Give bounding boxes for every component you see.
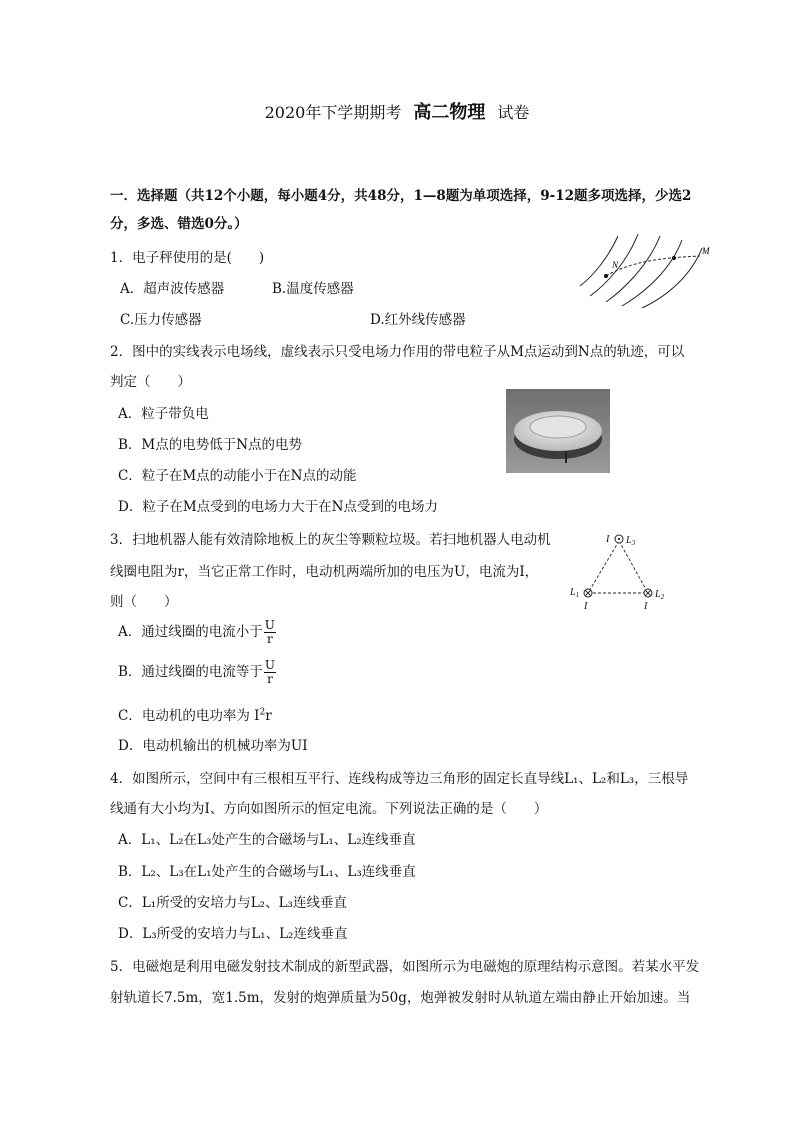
label-i-left: I	[584, 601, 588, 612]
label-l2	[654, 589, 665, 601]
vacuum-lid	[530, 416, 586, 438]
field-line	[642, 248, 702, 308]
q1-option-b: B.温度传感器	[272, 281, 354, 297]
q3-option-b-text: B．通过线圈的电流等于	[118, 664, 263, 680]
q3-stem-line2: 线圈电阻为r，当它正常工作时，电动机两端所加的电压为U，电流为I，	[110, 564, 539, 580]
q3-option-c-exponent: 2	[259, 707, 266, 718]
wire-l3-dot	[618, 538, 620, 540]
fraction-numerator: U	[264, 618, 275, 632]
fraction-denominator: r	[267, 672, 273, 686]
q4-option-a: A．L₁、L₂在L₃处产生的合磁场与L₁、L₂连线垂直	[118, 832, 416, 848]
q3-option-d: D．电动机输出的机械功率为UI	[118, 738, 308, 754]
label-l2-main: L	[655, 589, 661, 600]
label-i-top: I	[606, 534, 610, 545]
q5-stem-line1: 5．电磁炮是利用电磁发射技术制成的新型武器，如图所示为电磁炮的原理结构示意图。若某水平发	[110, 959, 700, 975]
three-wires-triangle-figure	[566, 527, 676, 613]
q1-option-a: A．超声波传感器	[120, 281, 225, 297]
q3-option-a	[118, 619, 276, 646]
q4-option-c: C．L₁所受的安培力与L₂、L₃连线垂直	[118, 895, 347, 911]
point-n	[604, 274, 608, 278]
label-l1	[569, 587, 579, 599]
label-l3-main: L	[626, 535, 632, 546]
label-n: N	[612, 260, 619, 270]
q2-option-d: D．粒子在M点受到的电场力大于在N点受到的电场力	[118, 499, 438, 515]
fraction-denominator: r	[266, 632, 273, 646]
robot-vacuum-photo	[506, 389, 610, 473]
label-l1-main: L	[570, 587, 576, 598]
q2-option-b: B．M点的电势低于N点的电势	[118, 437, 303, 453]
q2-option-a: A．粒子带负电	[118, 406, 209, 422]
q2-stem-line2: 判定（ ）	[110, 374, 191, 390]
fraction-u-over-r	[264, 619, 276, 646]
q4-stem-line1: 4．如图所示，空间中有三根相互平行、连线构成等边三角形的固定长直导线L₁、L₂和L₃，三根导	[110, 771, 689, 787]
label-l1-sub: 1	[575, 591, 580, 599]
fraction-numerator: U	[264, 658, 276, 672]
q5-stem-line2: 射轨道长7.5m，宽1.5m，发射的炮弹质量为50g，炮弹被发射时从轨道左端由静止开始加速。当	[110, 990, 691, 1006]
label-l2-sub: 2	[660, 593, 665, 601]
q3-option-c-text: C．电动机的电功率为 I	[118, 708, 260, 724]
label-l3-sub: 3	[631, 539, 636, 547]
label-l3	[625, 535, 636, 547]
q3-option-c-tail: r	[265, 708, 272, 724]
section1-line2: 分，多选、错选0分。）	[110, 216, 248, 232]
label-i-right: I	[644, 601, 648, 612]
q4-option-d: D．L₃所受的安培力与L₁、L₂连线垂直	[118, 926, 348, 942]
q1-option-d: D.红外线传感器	[370, 312, 466, 328]
field-lines-figure	[578, 228, 728, 308]
q2-stem-line1: 2．图中的实线表示电场线，虚线表示只受电场力作用的带电粒子从M点运动到N点的轨迹，可以	[110, 344, 685, 360]
title-year: 2020	[264, 103, 306, 122]
section1-line1: 一．选择题（共12个小题，每小题4分，共48分，1—8题为单项选择，9-12题多项选择，少选2	[110, 188, 692, 204]
title-pre: 年下学期期考	[305, 103, 402, 122]
q2-option-c: C．粒子在M点的动能小于在N点的动能	[118, 468, 357, 484]
label-m: M	[702, 246, 710, 256]
exam-title	[0, 98, 794, 124]
title-post: 试卷	[497, 103, 530, 122]
q1-option-c: C.压力传感器	[120, 312, 202, 328]
q3-option-b	[118, 659, 276, 686]
fraction-u-over-r	[264, 659, 276, 686]
q4-stem-line2: 线通有大小均为I、方向如图所示的恒定电流。下列说法正确的是（ ）	[110, 801, 548, 817]
q1-stem: 1．电子秤使用的是( )	[110, 250, 265, 266]
q3-option-a-text: A．通过线圈的电流小于	[118, 624, 263, 640]
point-m	[672, 256, 676, 260]
q3-option-c	[118, 704, 272, 724]
title-subject: 高二物理	[413, 102, 486, 123]
triangle-side	[588, 541, 619, 593]
q4-option-b: B．L₂、L₃在L₁处产生的合磁场与L₁、L₃连线垂直	[118, 864, 416, 880]
q3-stem-line3: 则（ ）	[110, 594, 178, 610]
q3-stem-line1: 3．扫地机器人能有效清除地板上的灰尘等颗粒垃圾。若扫地机器人电动机	[110, 532, 551, 548]
triangle-side	[619, 541, 648, 593]
